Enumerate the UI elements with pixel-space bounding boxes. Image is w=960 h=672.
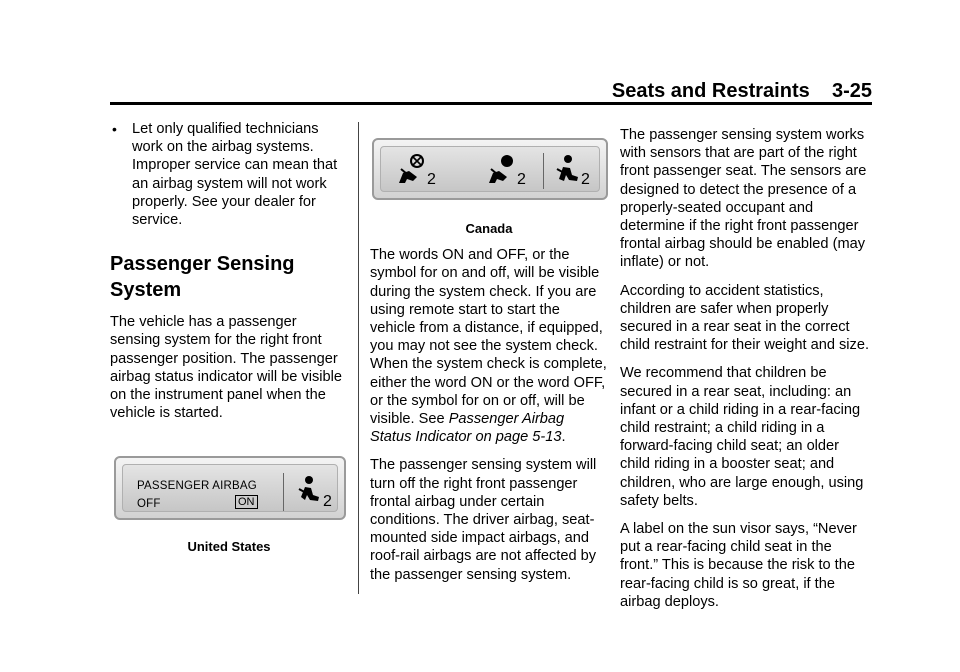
us-caption: United States	[187, 539, 271, 555]
panel-seat-number: 2	[323, 493, 332, 511]
sensors-paragraph: The passenger sensing system works with sensors that are part of the right front passenger seat. The sensors are designed to detect the presence of a properly-seated occupant and determine if the right front passenger frontal airbag should be enabled (may inflate) or not.	[620, 127, 867, 271]
system-check-text: The words ON and OFF, or the symbol for on and off, will be visible during the system check. If you are using remote start to start the vehicle from a distance, if equipped, you may not see the system check. When the system check is complete, either the word ON or the word OFF, or the symbol for on or off, will be visible. See	[370, 247, 607, 428]
statistics-paragraph: According to accident statistics, children are safer when properly secured in a rear seat in the correct child restraint for their weight and size.	[620, 282, 870, 354]
seated-passenger-icon	[295, 475, 323, 505]
bullet-text: Let only qualified technicians work on the airbag systems. Improper service can mean that an airbag system will not work properly. See your dealer for service.	[132, 121, 338, 229]
us-indicator-panel	[114, 456, 346, 520]
section-heading	[110, 251, 348, 303]
bullet-icon: •	[112, 121, 117, 137]
canada-caption: Canada	[465, 221, 513, 236]
us-panel-face	[122, 464, 338, 512]
column-divider-1	[358, 122, 359, 594]
column-3	[620, 126, 872, 621]
panel-off-label: OFF	[137, 498, 161, 511]
canada-panel-divider	[543, 153, 544, 189]
recommendation-paragraph: We recommend that children be secured in a rear seat, including: an infant or a child riding in a rear-facing child restraint; a child riding in a forward-facing child seat; an older child riding in a booster seat; and children, who are large enough, using safety belts.	[620, 365, 864, 509]
canada-seat-number: 2	[581, 171, 590, 188]
panel-on-label: ON	[235, 495, 258, 509]
heading-line-1: Passenger Sensing	[110, 253, 295, 276]
column-2	[370, 120, 608, 594]
airbag-on-icon	[485, 153, 521, 187]
off-seat-number: 2	[427, 171, 436, 188]
turn-off-paragraph: The passenger sensing system will turn off the right front passenger frontal airbag under certain conditions. The driver airbag, seat-mounted side impact airbags, and roof-rail airbags are not affected by the passenger sensing system.	[370, 457, 597, 583]
column-1	[110, 120, 348, 557]
header-title	[612, 80, 872, 103]
section-title: Seats and Restraints	[611, 80, 810, 102]
heading-line-2: System	[110, 279, 182, 302]
panel-divider	[283, 473, 284, 511]
bullet-item	[110, 120, 348, 229]
sun-visor-paragraph: A label on the sun visor says, “Never put a rear-facing child seat in the front.” This is because the risk to the rear-facing child is so great, if the airbag deploys.	[620, 521, 857, 610]
system-check-paragraph	[370, 246, 608, 446]
status-indicator-reference: Passenger Airbag Status Indicator on page 5-13	[370, 411, 565, 446]
airbag-off-icon	[395, 153, 431, 187]
canada-panel-face	[380, 146, 600, 192]
panel-title-label: PASSENGER AIRBAG	[137, 480, 257, 493]
intro-paragraph: The vehicle has a passenger sensing system for the right front passenger position. The passenger airbag status indicator will be visible on the instrument panel when the vehicle is started.	[110, 314, 342, 422]
page-number: 3-25	[831, 80, 872, 102]
seated-passenger-icon	[553, 153, 583, 187]
header-rule	[110, 102, 872, 105]
canada-indicator-panel	[372, 138, 608, 200]
system-check-end: .	[561, 429, 566, 446]
on-seat-number: 2	[517, 171, 526, 188]
